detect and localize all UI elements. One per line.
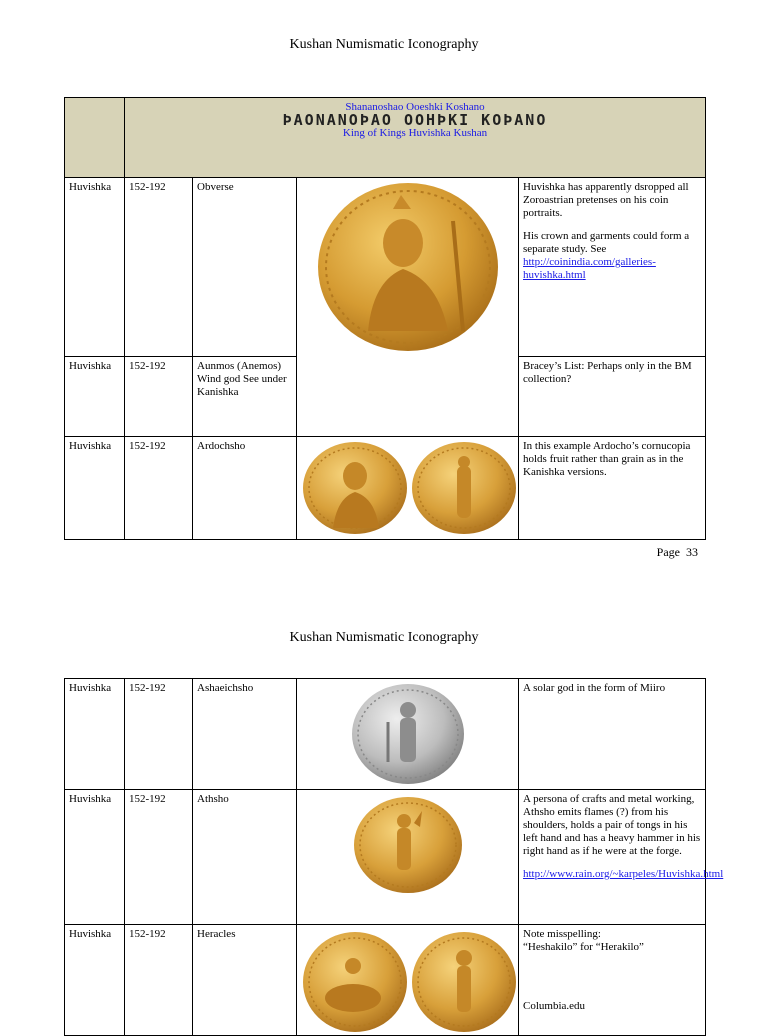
type-cell: Heracles [193, 925, 297, 1036]
type-cell: Obverse [193, 178, 297, 357]
dates-cell: 152-192 [125, 925, 193, 1036]
ruler-cell: Huvishka [65, 790, 125, 925]
table-row [65, 178, 706, 357]
note-text: Huvishka has apparently dsropped all Zoroastrian pretenses on his coin portraits. [523, 181, 689, 219]
note-text: His crown and garments could form a separate study. See [523, 230, 690, 255]
coin-table-2 [64, 678, 724, 1036]
coin-image-cell [297, 925, 519, 1036]
table-header [125, 98, 706, 178]
header-blank-cell [65, 98, 125, 178]
running-title: Kushan Numismatic Iconography [289, 37, 479, 52]
dates-cell: 152-192 [125, 178, 193, 357]
coinindia-link[interactable]: http://coinindia.com/galleries-huvishka.html [523, 256, 656, 281]
table-row [65, 436, 706, 539]
note-source: Columbia.edu [523, 1000, 586, 1012]
ruler-cell: Huvishka [65, 679, 125, 790]
ruler-cell: Huvishka [65, 925, 125, 1036]
page-number-value: 33 [686, 545, 698, 559]
note-cell: Bracey’s List: Perhaps only in the BM collection? [519, 356, 706, 436]
table-row [65, 925, 706, 1036]
coin-image-cell [297, 679, 519, 790]
note-text: A persona of crafts and metal working, Athsho emits flames (?) from his shoulders, holds a pair of tongs in his left hand and has a heavy hammer in his right hand as if he were at the forge. [523, 793, 701, 857]
header-line-3: King of Kings Huvishka Kushan [342, 127, 488, 139]
note-cell [519, 178, 706, 357]
running-title: Kushan Numismatic Iconography [289, 630, 479, 645]
type-cell: Ardochsho [193, 436, 297, 539]
ardochsho-coin-images [301, 440, 519, 536]
coin-table-1 [64, 97, 706, 540]
ashaeichsho-silver-coin-image [348, 682, 468, 786]
ruler-cell: Huvishka [65, 178, 125, 357]
document-page-2 [0, 600, 768, 1024]
note-cell: A solar god in the form of Miiro [519, 679, 706, 790]
note-cell [519, 925, 706, 1036]
table-row [65, 679, 706, 790]
note-cell [519, 790, 724, 925]
rain-org-link[interactable]: http://www.rain.org/~karpeles/Huvishka.html [523, 868, 724, 880]
dates-cell: 152-192 [125, 790, 193, 925]
header-kushan-script: ÞΑΟΝΑΝΟÞΑΟ ΟΟΗÞΚΙ ΚΟÞΑΝΟ [282, 111, 548, 129]
coin-image-cell [297, 436, 519, 539]
ruler-cell: Huvishka [65, 436, 125, 539]
note-cell: In this example Ardocho’s cornucopia holds fruit rather than grain as in the Kanishka versions. [519, 436, 706, 539]
dates-cell: 152-192 [125, 436, 193, 539]
note-text: “Heshakilo” for “Herakilo” [523, 941, 644, 953]
page-number [657, 545, 698, 560]
huvishka-obverse-coin-image [313, 181, 503, 353]
page-label: Page [656, 545, 680, 559]
dates-cell: 152-192 [125, 679, 193, 790]
heracles-coin-images [301, 928, 519, 1032]
type-cell: Aunmos (Anemos) Wind god See under Kanishka [193, 356, 297, 436]
empty-image-cell [297, 356, 519, 436]
coin-image-cell [297, 178, 519, 357]
dates-cell: 152-192 [125, 356, 193, 436]
type-cell: Athsho [193, 790, 297, 925]
header-line-1: Shananoshao Ooeshki Koshano [345, 101, 485, 113]
athsho-coin-image [350, 793, 466, 897]
type-cell: Ashaeichsho [193, 679, 297, 790]
note-text: Note misspelling: [523, 928, 601, 940]
coin-image-cell [297, 790, 519, 925]
ruler-cell: Huvishka [65, 356, 125, 436]
table-row [65, 790, 706, 925]
table-row [65, 356, 706, 436]
